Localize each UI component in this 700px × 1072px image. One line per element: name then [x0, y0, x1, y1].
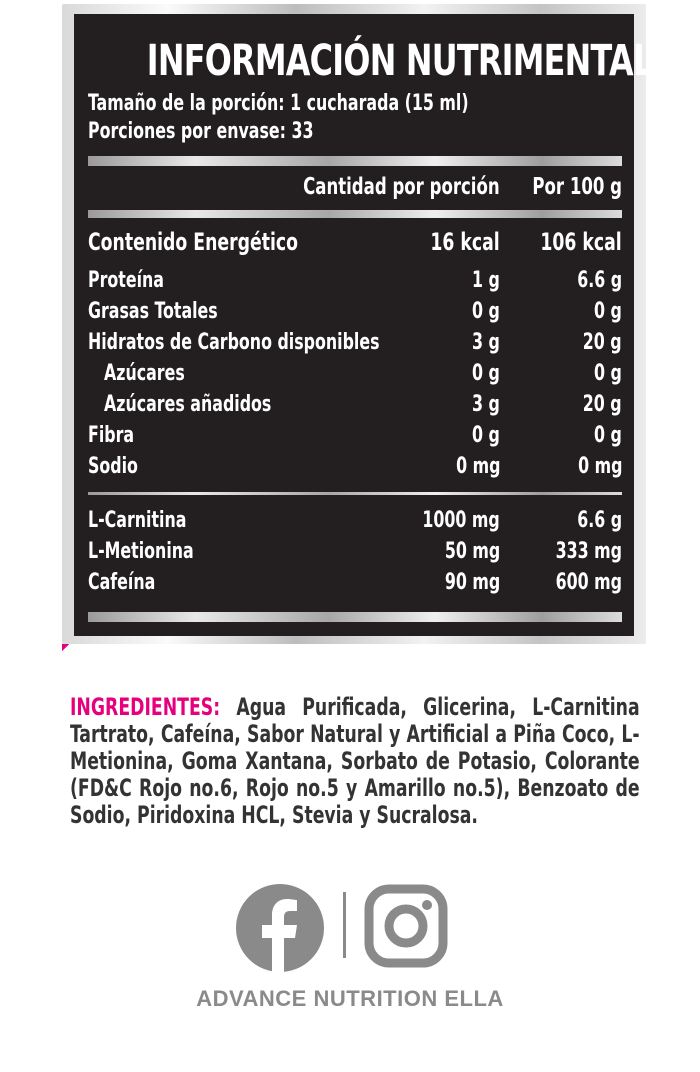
extra-row: L-Carnitina 1000 mg 6.6 g — [88, 508, 622, 533]
social-divider — [343, 892, 346, 958]
nutrition-panel — [74, 14, 653, 636]
energy-row: Contenido Energético 16 kcal 106 kcal — [88, 228, 622, 256]
ingredients-list: Agua Purificada, Glicerina, L-Carnitina Tartrato, Cafeína, Sabor Natural y Artificial a Piña Coco, L-Metionina, Goma Xantana, Sorbato de Potasio, Colorante (FD&C Rojo no.6, Rojo no.5 y Amarillo no.5), Benzoato de Sodio, Piridoxina HCL, Stevia y Sucralosa. — [70, 693, 640, 829]
nutrient-row: Hidratos de Carbono disponibles 3 g 20 g — [88, 330, 622, 355]
nutrient-row: Sodio 0 mg 0 mg — [88, 454, 622, 479]
rule-top — [88, 156, 622, 166]
brand-name: ADVANCE NUTRITION ELLA — [196, 986, 504, 1011]
col-header-per-100g: Por 100 g — [532, 174, 622, 200]
col-header-per-serving: Cantidad por porción — [303, 174, 500, 200]
extra-row: Cafeína 90 mg 600 mg — [88, 570, 622, 595]
instagram-icon[interactable] — [364, 884, 448, 968]
servings-per-container: Porciones por envase: 33 — [88, 119, 314, 144]
column-header-row — [74, 172, 634, 202]
nutrient-row: Azúcares 0 g 0 g — [104, 361, 622, 386]
rule-bottom — [88, 612, 622, 622]
ingredients-text — [70, 694, 640, 829]
nutrient-row: Fibra 0 g 0 g — [88, 423, 622, 448]
ingredients-label: INGREDIENTES: — [70, 693, 221, 721]
rule-middle — [88, 492, 622, 495]
serving-size: Tamaño de la porción: 1 cucharada (15 ml) — [88, 91, 469, 116]
nutrient-row: Proteína 1 g 6.6 g — [88, 268, 622, 293]
rule-header — [88, 210, 622, 218]
nutrient-row: Azúcares añadidos 3 g 20 g — [104, 392, 622, 417]
extra-row: L-Metionina 50 mg 333 mg — [88, 539, 622, 564]
panel-title: INFORMACIÓN NUTRIMENTAL — [146, 36, 653, 86]
nutrient-row: Grasas Totales 0 g 0 g — [88, 299, 622, 324]
facebook-icon[interactable] — [236, 884, 324, 972]
accent-corner — [62, 644, 72, 652]
